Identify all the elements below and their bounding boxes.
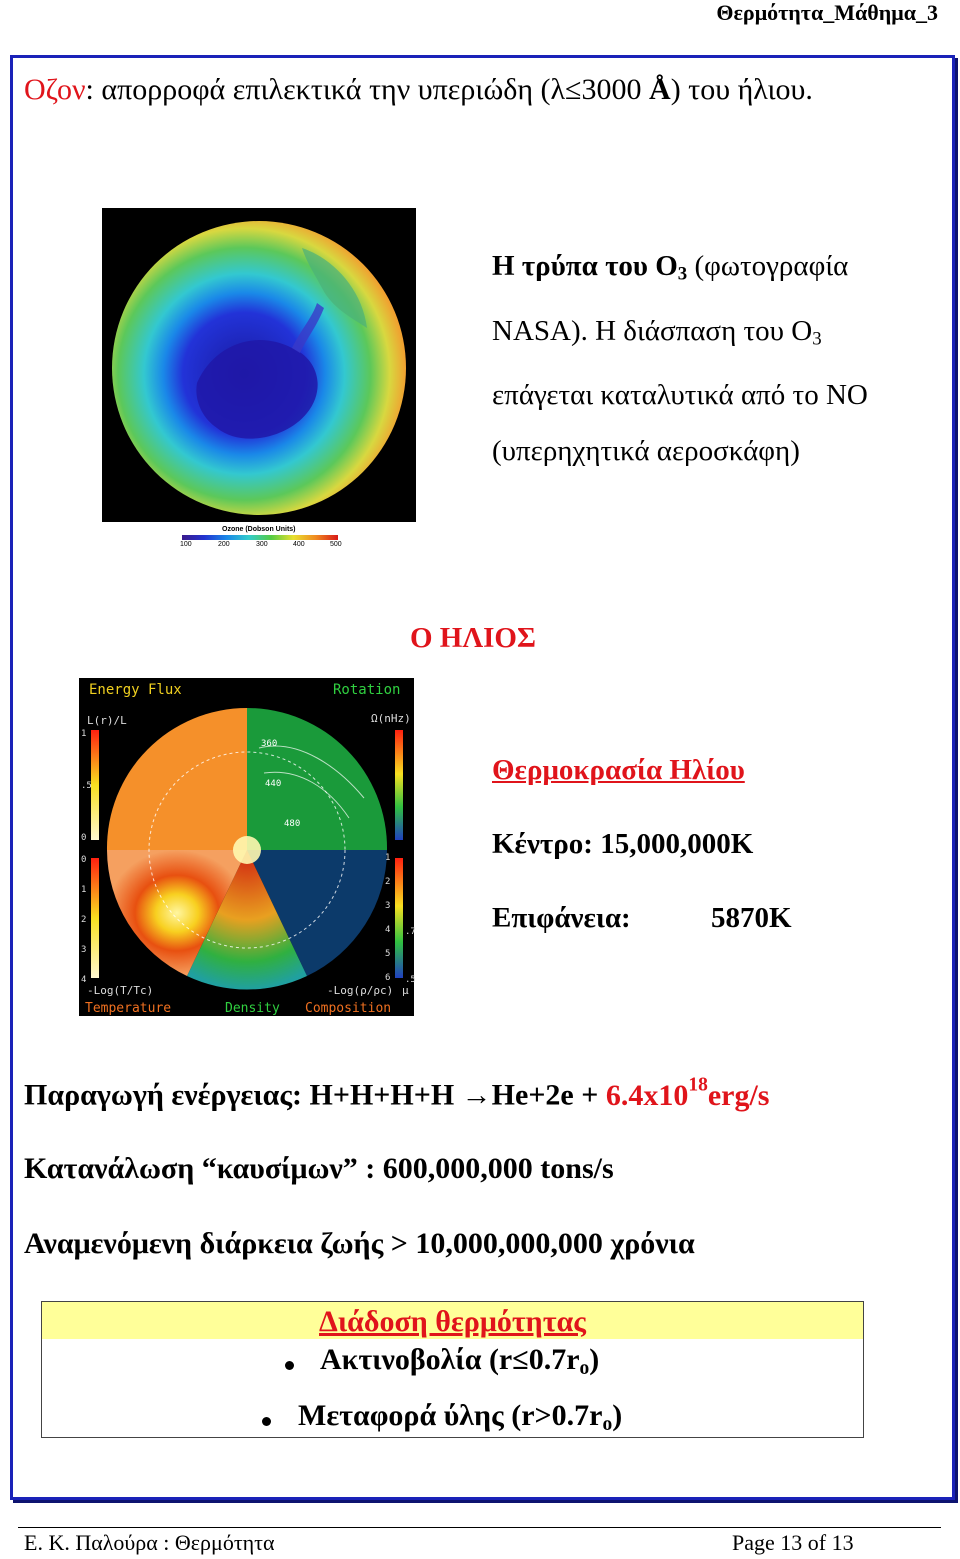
angstrom-unit: Å	[649, 73, 671, 106]
header-title: Θερμότητα_Μάθημα_3	[716, 0, 938, 25]
caption-line-3: επάγεται καταλυτικά από το NO	[492, 379, 868, 412]
caption-bold: Η τρύπα του O	[492, 250, 678, 282]
temperature-title: Θερμοκρασία Ηλίου	[492, 754, 745, 786]
colorbar-tick: 200	[218, 541, 230, 548]
heat-item-sub: o	[602, 1413, 613, 1435]
scale-bar-right-bottom	[395, 858, 403, 978]
caption-sub: 3	[677, 263, 688, 285]
scale-tick: 1	[81, 885, 87, 895]
scale-tick: 6	[385, 973, 391, 983]
scale-tick: 3	[81, 945, 87, 955]
bullet-icon	[262, 1417, 271, 1426]
sun-axis-luminosity: L(r)/L	[87, 714, 127, 727]
footer-page-number: Page 13 of 13	[732, 1530, 854, 1555]
colorbar-tick: 500	[330, 541, 342, 548]
heat-item-end: )	[612, 1399, 623, 1432]
energy-products: He+2e +	[491, 1078, 606, 1112]
energy-production	[24, 1074, 769, 1113]
scale-tick: 4	[385, 925, 391, 935]
scale-tick: 1	[81, 729, 87, 739]
sun-axis-mu: μ	[402, 984, 409, 997]
footer-divider	[18, 1527, 941, 1528]
scale-tick: 2	[81, 915, 87, 925]
scale-tick: 5	[385, 949, 391, 959]
sun-axis-temperature: -Log(T/Tc)	[87, 984, 154, 997]
colorbar-tick: 300	[256, 541, 268, 548]
heat-item-radiation	[320, 1343, 599, 1380]
scale-tick: .7	[405, 927, 416, 937]
ozone-hole-image	[102, 208, 416, 522]
sun-label-temperature: Temperature	[85, 1001, 172, 1016]
footer-author: Ε. Κ. Παλούρα : Θερμότητα	[24, 1530, 275, 1555]
caption-line-4: (υπερηχητικά αεροσκάφη)	[492, 435, 800, 468]
sun-label-composition: Composition	[305, 1001, 392, 1016]
energy-value-base: 6.4x10	[605, 1078, 689, 1112]
sun-axis-omega: Ω(nHz)	[371, 712, 411, 725]
bullet-icon	[285, 1361, 294, 1370]
colorbar-tick: 400	[293, 541, 305, 548]
caption-line-2	[492, 303, 868, 368]
caption-line-2-sub: 3	[812, 328, 822, 350]
scale-bar-left-bottom	[91, 858, 99, 978]
scale-tick: .5	[81, 781, 92, 791]
energy-value	[605, 1074, 770, 1112]
contour-label: 480	[284, 819, 301, 829]
colorbar-gradient	[182, 535, 338, 540]
core-temperature: Κέντρο: 15,000,000K	[492, 828, 754, 860]
sun-label-density: Density	[225, 1001, 280, 1016]
scale-tick: 0	[81, 855, 87, 865]
contour-label: 360	[261, 739, 278, 749]
caption-rest: (φωτογραφία	[687, 250, 849, 282]
scale-bar-right-top	[395, 730, 403, 840]
heat-item-text: Μεταφορά ύλης (r>0.7r	[298, 1399, 603, 1432]
scale-bar-left-top	[91, 730, 99, 840]
heat-transfer-box	[41, 1301, 864, 1438]
scale-tick: 4	[81, 975, 87, 985]
sun-interior-image	[79, 678, 414, 1016]
ozone-colorbar	[178, 526, 343, 550]
sun-label-rotation: Rotation	[333, 682, 401, 698]
expected-lifetime: Αναμενόμενη διάρκεια ζωής > 10,000,000,000 χρόνια	[24, 1227, 695, 1260]
ozone-line	[24, 73, 813, 107]
surface-value: 5870K	[711, 902, 792, 934]
sun-title: Ο ΗΛΙΟΣ	[410, 622, 536, 654]
heat-item-text: Ακτινοβολία (r≤0.7r	[320, 1343, 580, 1376]
heat-item-convection	[298, 1399, 622, 1436]
colorbar-tick: 100	[180, 541, 192, 548]
sun-axis-density: -Log(ρ/ρc)	[327, 984, 394, 997]
heat-transfer-title: Διάδοση θερμότητας	[42, 1302, 863, 1339]
ozone-caption	[492, 238, 868, 479]
ozone-term: Οζον	[24, 73, 86, 106]
energy-value-unit: erg/s	[707, 1078, 770, 1112]
scale-tick: 2	[385, 877, 391, 887]
ozone-end: ) του ήλιου.	[670, 73, 813, 106]
heat-item-sub: o	[579, 1357, 590, 1379]
energy-value-exp: 18	[688, 1074, 708, 1095]
scale-tick: 0	[81, 833, 87, 843]
colorbar-title: Ozone (Dobson Units)	[222, 526, 296, 533]
energy-label: Παραγωγή ενέργειας: H+H+H+H	[24, 1078, 462, 1112]
sun-label-energy: Energy Flux	[89, 682, 182, 698]
scale-tick: .5	[405, 975, 416, 985]
ozone-rest: : απορροφά επιλεκτικά την υπεριώδη (λ≤3000	[85, 73, 650, 106]
caption-line-2-text: NASA). Η διάσπαση του O	[492, 314, 813, 347]
caption-line-1	[492, 238, 868, 303]
contour-label: 440	[265, 779, 282, 789]
heat-item-end: )	[589, 1343, 600, 1376]
scale-tick: 1	[385, 853, 391, 863]
scale-tick: 3	[385, 901, 391, 911]
arrow-icon: →	[461, 1078, 492, 1112]
surface-label: Επιφάνεια:	[492, 902, 631, 934]
fuel-consumption: Κατανάλωση “καυσίμων” : 600,000,000 tons/s	[24, 1152, 614, 1185]
